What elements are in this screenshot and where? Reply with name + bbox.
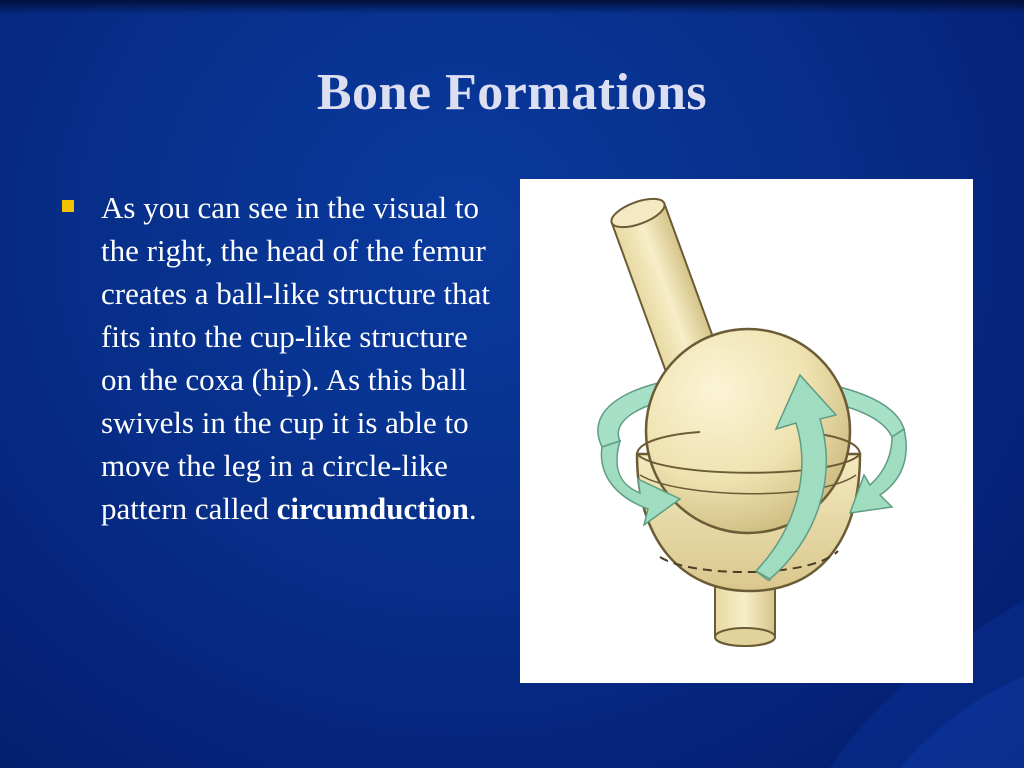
bullet-text [101,186,501,530]
ball-and-socket-joint-icon [520,179,973,683]
bullet-body-text: As you can see in the visual to the right, the head of the femur creates a ball-like structure that fits into the cup-like structure on the coxa (hip). As this ball swivels in the cup it is able to move the leg in a circle-like pattern called [101,190,491,526]
bullet-ending: . [468,491,477,526]
bold-term: circumduction [276,491,469,526]
joint-illustration [520,179,973,683]
top-edge-shade [0,0,1024,14]
square-bullet-icon [62,200,74,212]
slide-title: Bone Formations [316,64,708,121]
